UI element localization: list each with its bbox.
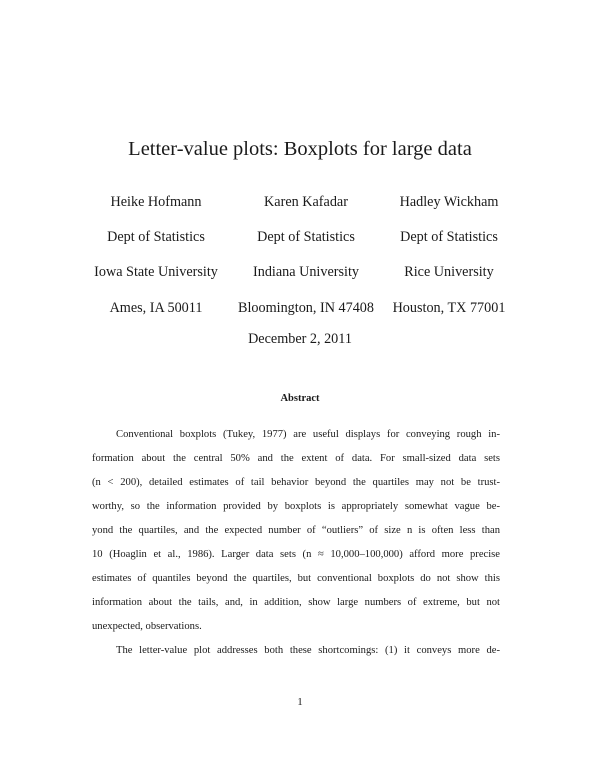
author-institution: Indiana University [253,264,359,280]
page-number: 1 [297,696,303,708]
abstract-heading: Abstract [280,393,320,404]
author-location: Houston, TX 77001 [392,300,506,316]
author-department: Dept of Statistics [107,229,205,245]
author-institution: Iowa State University [94,264,218,280]
abstract-line: (n < 200), detailed estimates of tail behavior beyond the quartiles may not be trust- [92,477,500,488]
paper-title: Letter-value plots: Boxplots for large data [128,138,472,160]
author-location: Bloomington, IN 47408 [238,300,374,316]
abstract-line: 10 (Hoaglin et al., 1986). Larger data sets (n ≈ 10,000–100,000) afford more precise [92,549,500,560]
author-name: Karen Kafadar [264,194,348,210]
author-name: Heike Hofmann [110,194,202,210]
author-location: Ames, IA 50011 [109,300,203,316]
abstract-line: formation about the central 50% and the extent of data. For small-sized data sets [92,453,500,464]
abstract-line: information about the tails, and, in addition, show large numbers of extreme, but not [92,597,500,608]
abstract-line: The letter-value plot addresses both these shortcomings: (1) it conveys more de- [116,645,500,656]
author-department: Dept of Statistics [400,229,498,245]
abstract-line: yond the quartiles, and the expected number of “outliers” of size n is often less than [92,525,500,536]
abstract-line: unexpected, observations. [92,621,202,632]
author-department: Dept of Statistics [257,229,355,245]
abstract-line: estimates of quantiles beyond the quartiles, but conventional boxplots do not show this [92,573,500,584]
author-name: Hadley Wickham [399,194,499,210]
abstract-line: worthy, so the information provided by boxplots is appropriately somewhat vague be- [92,501,500,512]
author-institution: Rice University [404,264,494,280]
abstract-line: Conventional boxplots (Tukey, 1977) are useful displays for conveying rough in- [116,429,500,440]
publication-date: December 2, 2011 [248,331,352,347]
